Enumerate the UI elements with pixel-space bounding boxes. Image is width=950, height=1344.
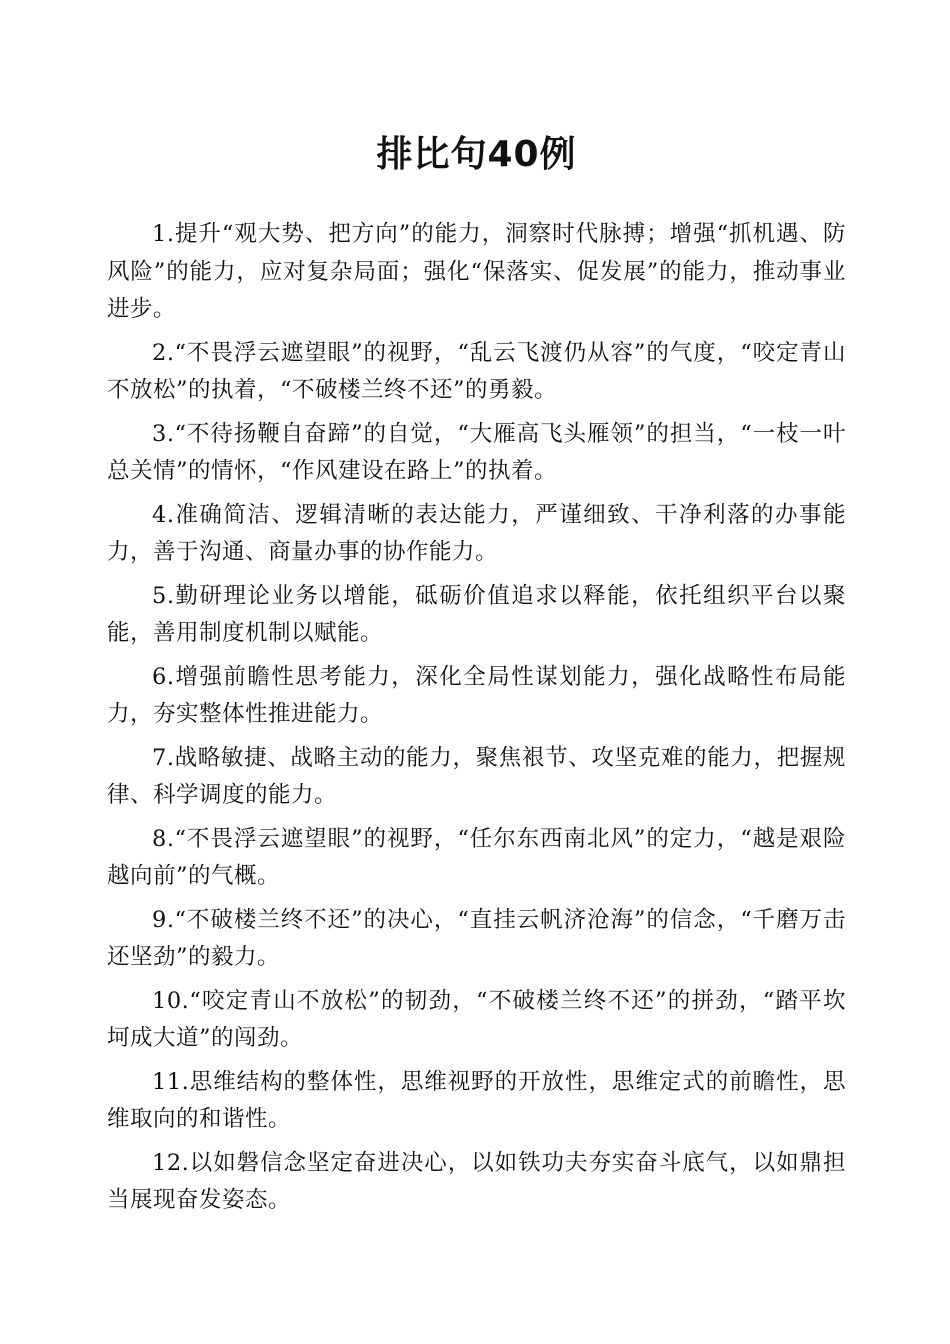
- list-item: 12.以如磐信念坚定奋进决心，以如铁功夫夯实奋斗底气，以如鼎担当展现奋发姿态。: [107, 1149, 846, 1213]
- list-item: 1.提升“观大势、把方向”的能力，洞察时代脉搏；增强“抓机遇、防风险”的能力，应对复杂局面；强化“保落实、促发展”的能力，推动事业进步。: [107, 221, 846, 322]
- list-item: 4.准确简洁、逻辑清晰的表达能力，严谨细致、干净利落的办事能力，善于沟通、商量办事的协作能力。: [107, 501, 846, 565]
- list-item: 8.“不畏浮云遮望眼”的视野，“任尔东西南北风”的定力，“越是艰险越向前”的气概。: [107, 825, 846, 889]
- list-item: 6.增强前瞻性思考能力，深化全局性谋划能力，强化战略性布局能力，夯实整体性推进能力。: [107, 663, 846, 727]
- list-item: 10.“咬定青山不放松”的韧劲，“不破楼兰终不还”的拼劲，“踏平坎坷成大道”的闯劲。: [107, 987, 846, 1051]
- list-item: 5.勤研理论业务以增能，砥砺价值追求以释能，依托组织平台以聚能，善用制度机制以赋能。: [107, 582, 846, 646]
- list-item: 11.思维结构的整体性，思维视野的开放性，思维定式的前瞻性，思维取向的和谐性。: [107, 1068, 846, 1132]
- list-item: 9.“不破楼兰终不还”的决心，“直挂云帆济沧海”的信念，“千磨万击还坚劲”的毅力。: [107, 906, 846, 970]
- item-list: [107, 216, 846, 1220]
- list-item: 2.“不畏浮云遮望眼”的视野，“乱云飞渡仍从容”的气度，“咬定青山不放松”的执着，“不破楼兰终不还”的勇毅。: [107, 339, 846, 403]
- list-item: 7.战略敏捷、战略主动的能力，聚焦裉节、攻坚克难的能力，把握规律、科学调度的能力。: [107, 744, 846, 808]
- document-title: 排比句40例: [376, 134, 577, 175]
- list-item: 3.“不待扬鞭自奋蹄”的自觉，“大雁高飞头雁领”的担当，“一枝一叶总关情”的情怀，“作风建设在路上”的执着。: [107, 420, 846, 484]
